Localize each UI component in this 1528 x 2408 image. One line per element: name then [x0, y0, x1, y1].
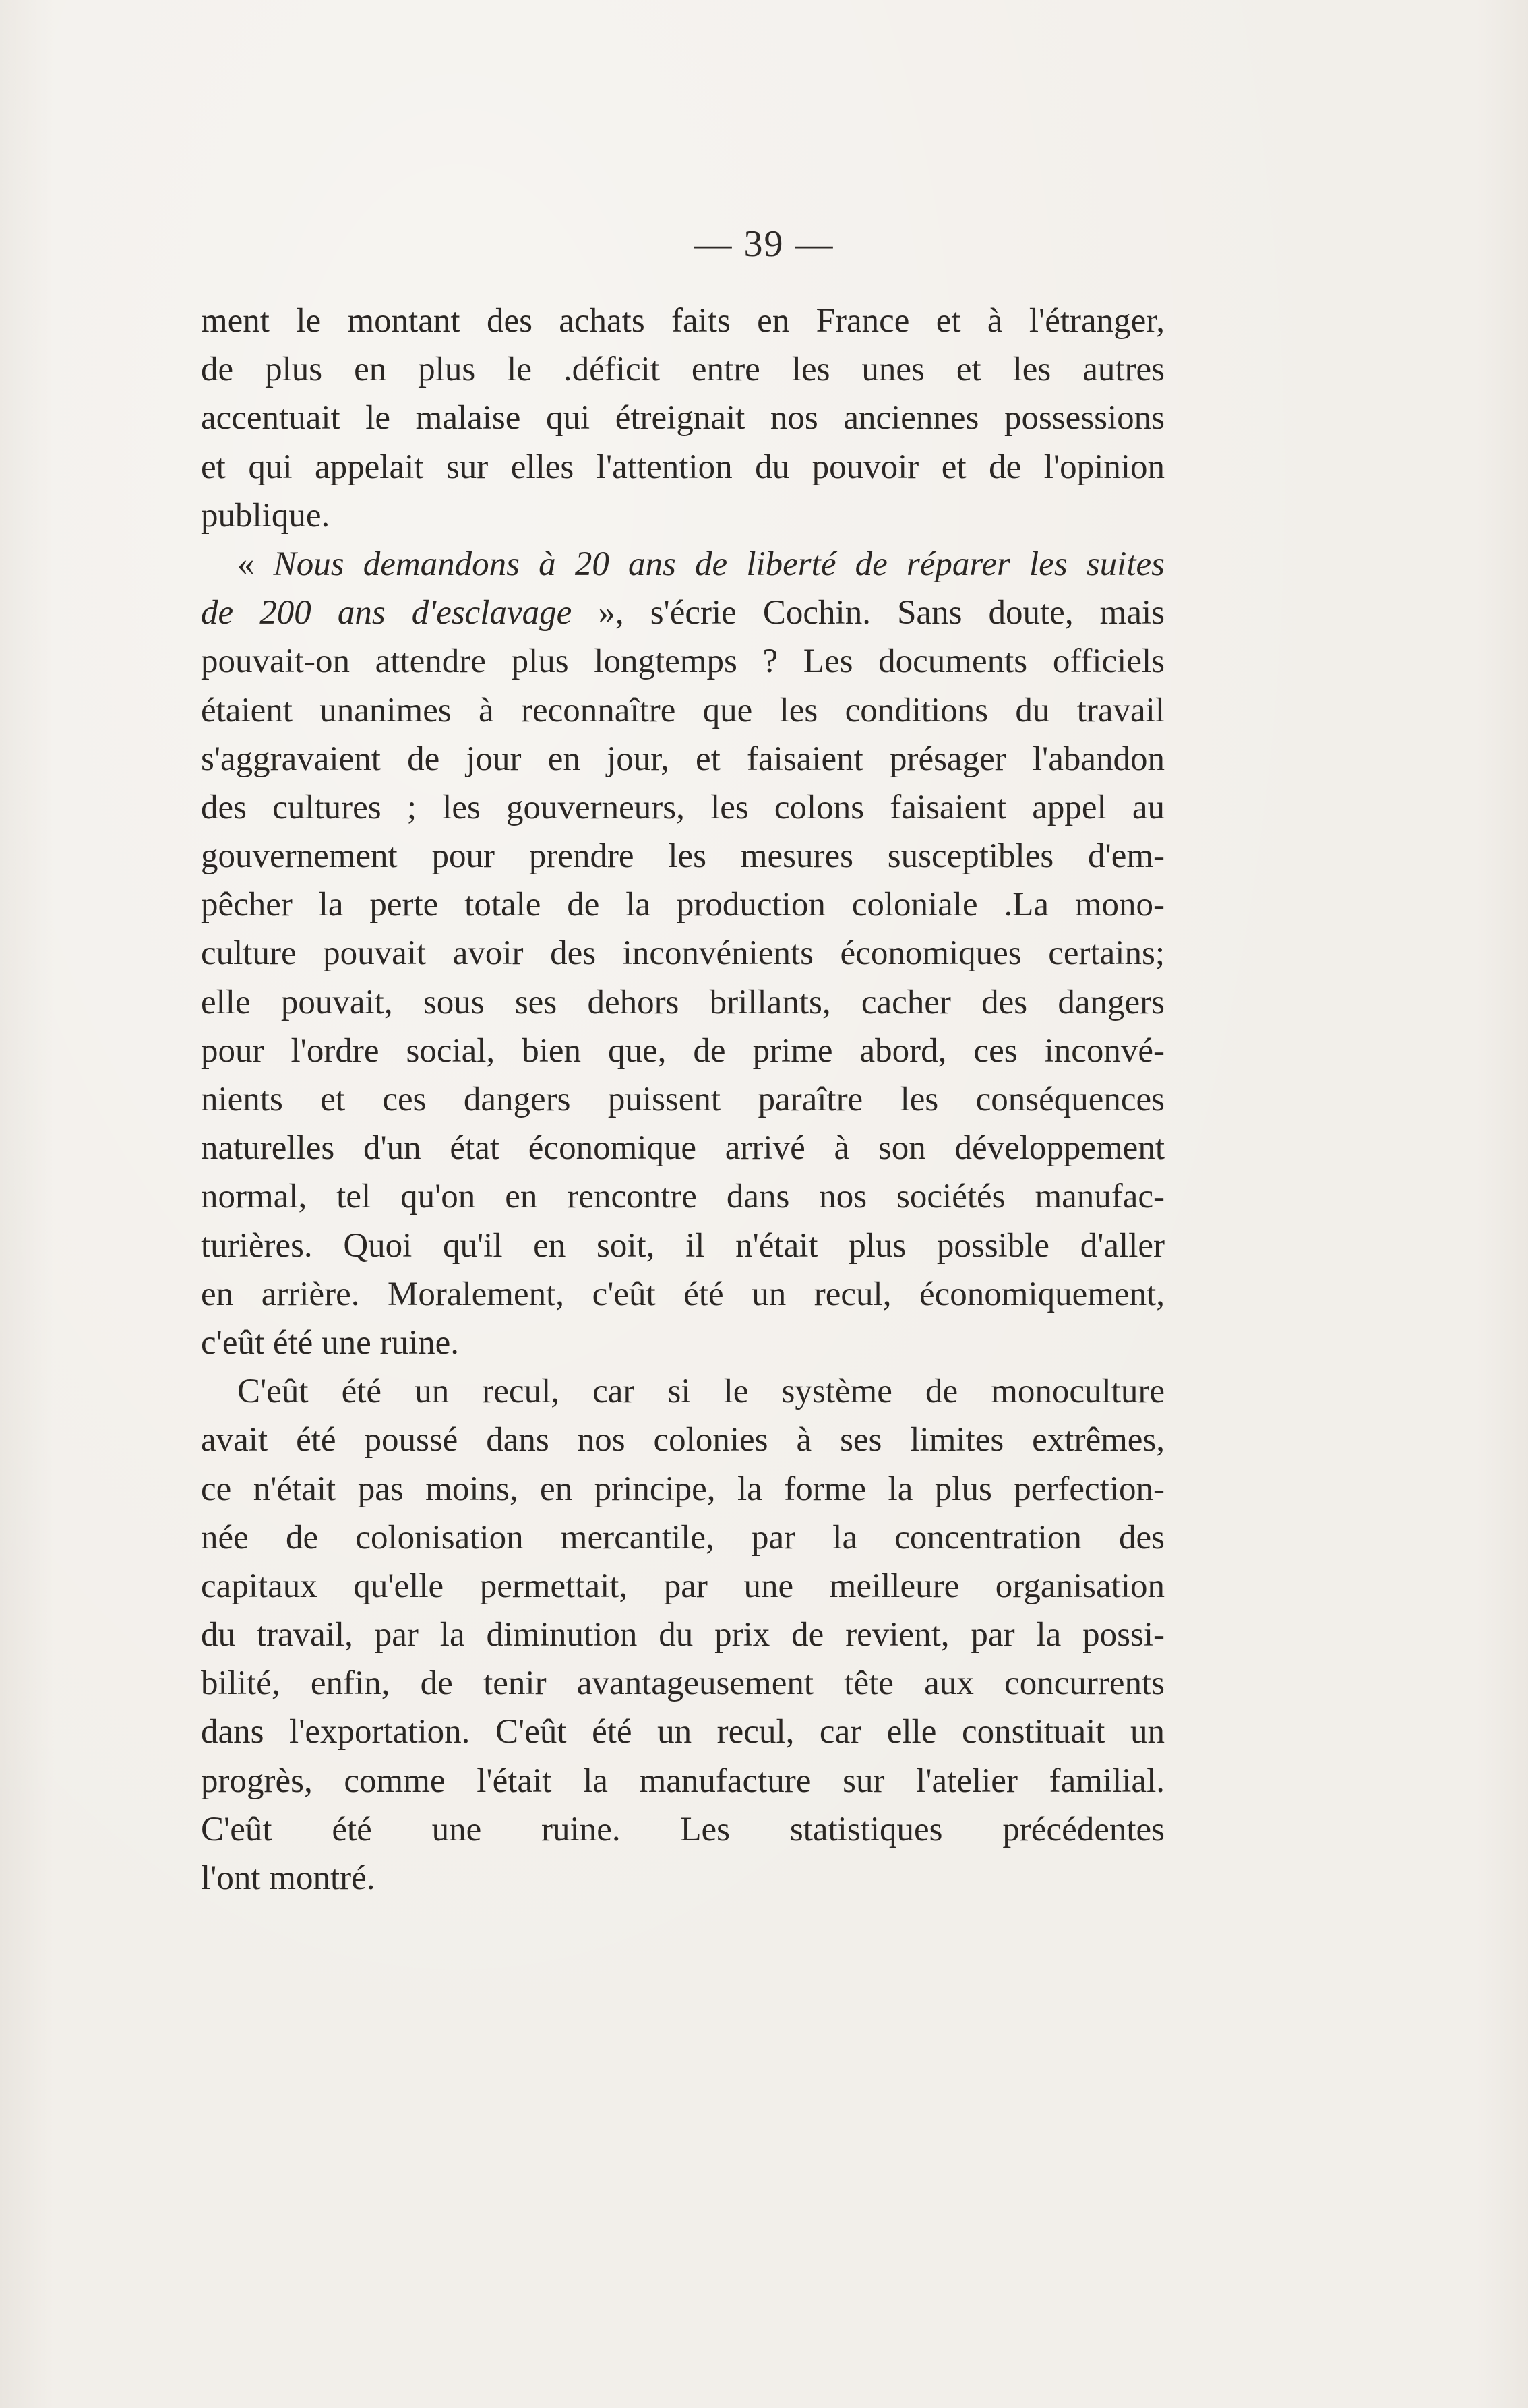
text-line: nients et ces dangers puissent paraître les conséquences: [201, 1081, 1165, 1118]
text-line: accentuait le malaise qui étreignait nos anciennes possessions: [201, 399, 1165, 438]
quote-italic-2: de 200 ans d'esclavage: [201, 594, 572, 632]
text-line: des cultures ; les gouverneurs, les colons faisaient appel au: [201, 788, 1165, 826]
text-line: publique.: [201, 496, 330, 535]
text-line: née de colonisation mercantile, par la concentration des: [201, 1518, 1165, 1557]
text-line: gouvernement pour prendre les mesures susceptibles d'em-: [201, 837, 1165, 876]
quote-open: «: [237, 545, 274, 583]
quote-italic-1: Nous demandons à 20 ans de liberté de réparer les suites: [273, 545, 1165, 583]
text-line: l'ont montré.: [201, 1859, 375, 1897]
text-line: ce n'était pas moins, en principe, la forme la plus perfection-: [201, 1470, 1165, 1508]
text-line: du travail, par la diminution du prix de revient, par la possi-: [201, 1616, 1165, 1654]
paragraph-1: [201, 297, 1165, 540]
text-line: c'eût été une ruine.: [201, 1323, 459, 1362]
page-number: — 39 —: [694, 223, 834, 265]
quote-line-1: [201, 540, 1165, 589]
text-line: ment le montant des achats faits en France et à l'étranger,: [201, 302, 1165, 340]
paragraph-3: [201, 1367, 1165, 1902]
text-line: elle pouvait, sous ses dehors brillants, cacher des dangers: [201, 983, 1165, 1021]
quote-close: », s'écrie Cochin. Sans doute, mais: [572, 594, 1165, 632]
text-line: culture pouvait avoir des inconvénients économiques certains;: [201, 934, 1165, 973]
text-line: C'eût été une ruine. Les statistiques précédentes: [201, 1810, 1165, 1848]
paragraph-2: [201, 540, 1165, 1367]
text-line: dans l'exportation. C'eût été un recul, car elle constituait un: [201, 1713, 1165, 1751]
quote-line-2: [201, 589, 1165, 637]
text-line: s'aggravaient de jour en jour, et faisaient présager l'abandon: [201, 740, 1165, 778]
text-line: progrès, comme l'était la manufacture sur l'atelier familial.: [201, 1762, 1165, 1800]
text-line: bilité, enfin, de tenir avantageusement tête aux concurrents: [201, 1664, 1165, 1703]
text-line: C'eût été un recul, car si le système de monoculture: [237, 1373, 1165, 1411]
text-line: naturelles d'un état économique arrivé à son développement: [201, 1129, 1165, 1168]
text-line: étaient unanimes à reconnaître que les conditions du travail: [201, 691, 1165, 729]
text-line: de plus en plus le .déficit entre les unes et les autres: [201, 351, 1165, 389]
text-line: turières. Quoi qu'il en soit, il n'était plus possible d'aller: [201, 1226, 1165, 1265]
text-line: capitaux qu'elle permettait, par une meilleure organisation: [201, 1567, 1165, 1605]
text-line: pour l'ordre social, bien que, de prime abord, ces inconvé-: [201, 1031, 1165, 1070]
text-line: normal, tel qu'on en rencontre dans nos sociétés manufac-: [201, 1178, 1165, 1216]
body-text: [201, 297, 1165, 1902]
text-line: en arrière. Moralement, c'eût été un recul, économiquement,: [201, 1275, 1165, 1313]
text-line: avait été poussé dans nos colonies à ses limites extrêmes,: [201, 1421, 1165, 1459]
text-line: et qui appelait sur elles l'attention du pouvoir et de l'opinion: [201, 448, 1165, 486]
text-line: pouvait-on attendre plus longtemps ? Les documents officiels: [201, 642, 1165, 681]
text-line: pêcher la perte totale de la production coloniale .La mono-: [201, 886, 1165, 924]
